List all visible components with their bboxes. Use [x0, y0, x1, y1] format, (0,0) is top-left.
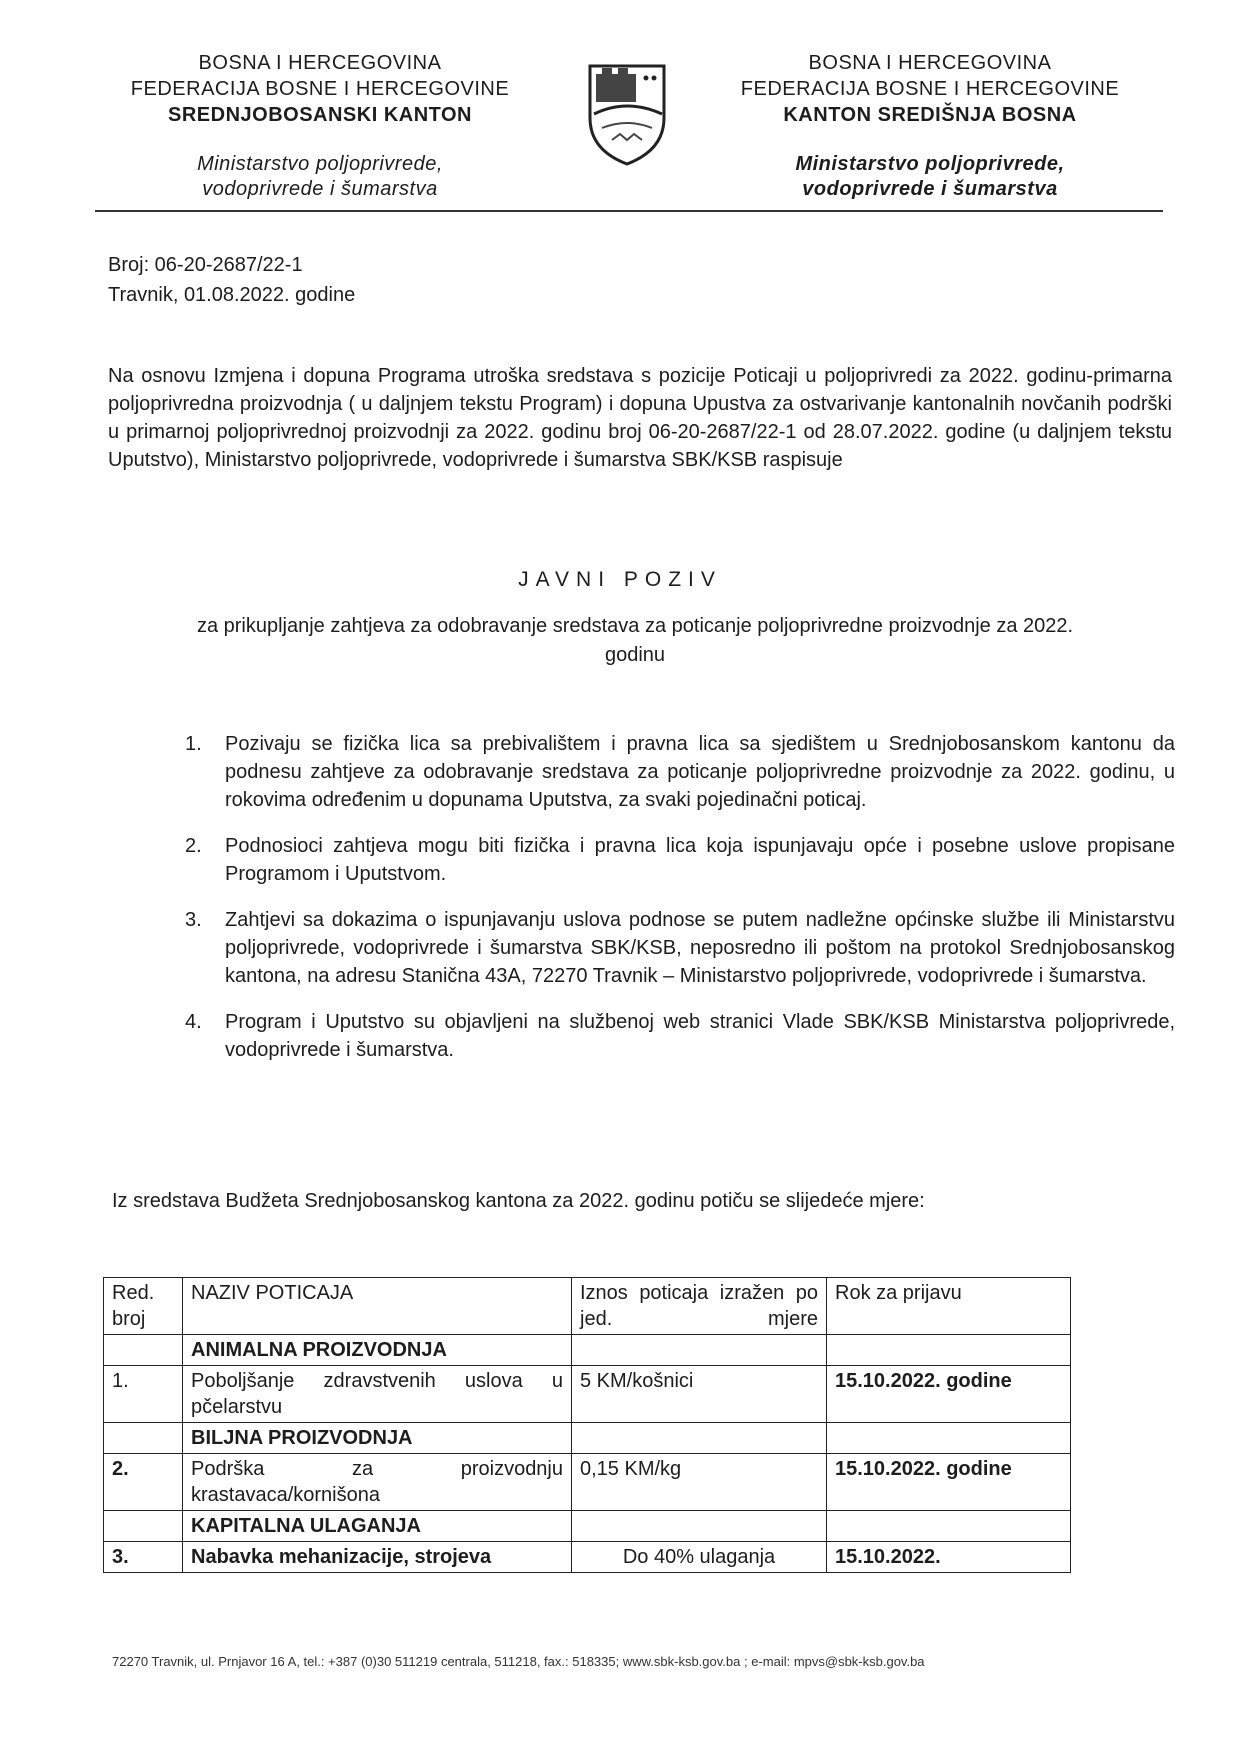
numbered-list — [185, 730, 1175, 1082]
cell-number: 2. — [104, 1454, 183, 1511]
cell-number: 3. — [104, 1542, 183, 1573]
section-label: BILJNA PROIZVODNJA — [183, 1423, 572, 1454]
cell-amount: 5 KM/košnici — [572, 1366, 827, 1423]
header-ministry-line2: vodoprivrede i šumarstva — [802, 178, 1058, 200]
header-ministry-line1: Ministarstvo poljoprivrede, — [197, 153, 443, 175]
list-item — [185, 906, 1175, 990]
header-cell-number: Red. broj — [104, 1278, 183, 1335]
reference-number: Broj: 06-20-2687/22-1 — [108, 254, 303, 276]
list-item-number: 2. — [185, 835, 202, 857]
header-divider — [95, 210, 1163, 212]
section-label: KAPITALNA ULAGANJA — [183, 1511, 572, 1542]
list-item-text: Podnosioci zahtjeva mogu biti fizička i pravna lica koja ispunjavaju opće i posebne uslove propisane Programom i Uputstvom. — [225, 835, 1175, 885]
coat-of-arms-icon — [582, 58, 672, 168]
header-canton: SREDNJOBOSANSKI KANTON — [168, 104, 472, 126]
cell-number: 1. — [104, 1366, 183, 1423]
header-cell-name: NAZIV POTICAJA — [183, 1278, 572, 1335]
list-item-text: Pozivaju se fizička lica sa prebivalištem i pravna lica sa sjedištem u Srednjobosanskom kantonu da podnesu zahtjeve za odobravanje sredstava za poticanje poljoprivredne proizvodnje za 2022. godinu, u rokovima određenim u dopunama Uputstva, za svaki pojedinačni poticaj. — [225, 733, 1175, 811]
header-ministry-line1: Ministarstvo poljoprivrede, — [795, 153, 1065, 175]
header-cell-amount: Iznos poticaja izražen po jed. mjere — [572, 1278, 827, 1335]
cell-amount: Do 40% ulaganja — [572, 1542, 827, 1573]
list-item — [185, 832, 1175, 888]
cell-amount: 0,15 KM/kg — [572, 1454, 827, 1511]
intro-paragraph: Na osnovu Izmjena i dopuna Programa utroška sredstava s pozicije Poticaji u poljoprivredi za 2022. godinu-primarna poljoprivredna proizvodnja ( u daljnjem tekstu Program) i dopuna Upustva za ostvarivanje kantonalnih novčanih podrški u primarnoj poljoprivrednoj proizvodnji za 2022. godinu broj 06-20-2687/22-1 od 28.07.2022. godine (u daljnjem tekstu Uputstvo), Ministarstvo poljoprivrede, vodoprivrede i šumarstva SBK/KSB raspisuje — [108, 365, 1172, 471]
reference-place-date: Travnik, 01.08.2022. godine — [108, 284, 356, 306]
cell-deadline: 15.10.2022. godine — [827, 1454, 1071, 1511]
list-item-number: 3. — [185, 909, 202, 931]
cell-name: Nabavka mehanizacije, strojeva — [183, 1542, 572, 1573]
cell-name: Podrška za proizvodnju krastavaca/kornišona — [183, 1454, 572, 1511]
header-left — [90, 50, 550, 202]
table-header-row — [104, 1278, 1071, 1335]
header-ministry — [90, 152, 550, 202]
list-item-number: 1. — [185, 733, 202, 755]
table-section-row — [104, 1511, 1071, 1542]
list-item — [185, 1008, 1175, 1064]
measures-table — [103, 1277, 1071, 1573]
table-row — [104, 1542, 1071, 1573]
header-cell-deadline: Rok za prijavu — [827, 1278, 1071, 1335]
table-row — [104, 1454, 1071, 1511]
header-right — [700, 50, 1160, 202]
list-item-number: 4. — [185, 1011, 202, 1033]
measures-intro: Iz sredstava Budžeta Srednjobosanskog kantona za 2022. godinu potiču se slijedeće mjere: — [112, 1190, 925, 1212]
header-ministry-line2: vodoprivrede i šumarstva — [202, 178, 438, 200]
document-title: JAVNI POZIV — [518, 568, 722, 591]
document-subtitle: za prikupljanje zahtjeva za odobravanje sredstava za poticanje poljoprivredne proizvodnje za 2022. godinu — [196, 615, 1074, 666]
list-item-text: Zahtjevi sa dokazima o ispunjavanju uslova podnose se putem nadležne općinske službe ili Ministarstvu poljoprivrede, vodoprivrede i šumarstva SBK/KSB, neposredno ili poštom na protokol Srednjobosanskog kantona, na adresu Stanična 43A, 72270 Travnik – Ministarstvo poljoprivrede, vodoprivrede i šumarstva. — [225, 909, 1175, 987]
header-federation: FEDERACIJA BOSNE I HERCEGOVINE — [130, 78, 510, 100]
document-reference — [108, 250, 355, 310]
list-item-text: Program i Uputstvo su objavljeni na službenoj web stranici Vlade SBK/KSB Ministarstva poljoprivrede, vodoprivrede i šumarstva. — [225, 1011, 1175, 1061]
header-canton: KANTON SREDIŠNJA BOSNA — [783, 104, 1077, 126]
table-section-row — [104, 1423, 1071, 1454]
table-section-row — [104, 1335, 1071, 1366]
cell-name: Poboljšanje zdravstvenih uslova u pčelarstvu — [183, 1366, 572, 1423]
list-item — [185, 730, 1175, 814]
header-ministry — [700, 152, 1160, 202]
header-country: BOSNA I HERCEGOVINA — [808, 52, 1052, 74]
cell-deadline: 15.10.2022. godine — [827, 1366, 1071, 1423]
cell-deadline: 15.10.2022. — [827, 1542, 1071, 1573]
header-federation: FEDERACIJA BOSNE I HERCEGOVINE — [740, 78, 1120, 100]
header-country: BOSNA I HERCEGOVINA — [198, 52, 442, 74]
footer-contact: 72270 Travnik, ul. Prnjavor 16 A, tel.: +387 (0)30 511219 centrala, 511218, fax.: 518335; www.sbk-ksb.gov.ba ; e-mail: mpvs@sbk-ksb.gov.ba — [112, 1654, 925, 1669]
section-label: ANIMALNA PROIZVODNJA — [183, 1335, 572, 1366]
table-row — [104, 1366, 1071, 1423]
